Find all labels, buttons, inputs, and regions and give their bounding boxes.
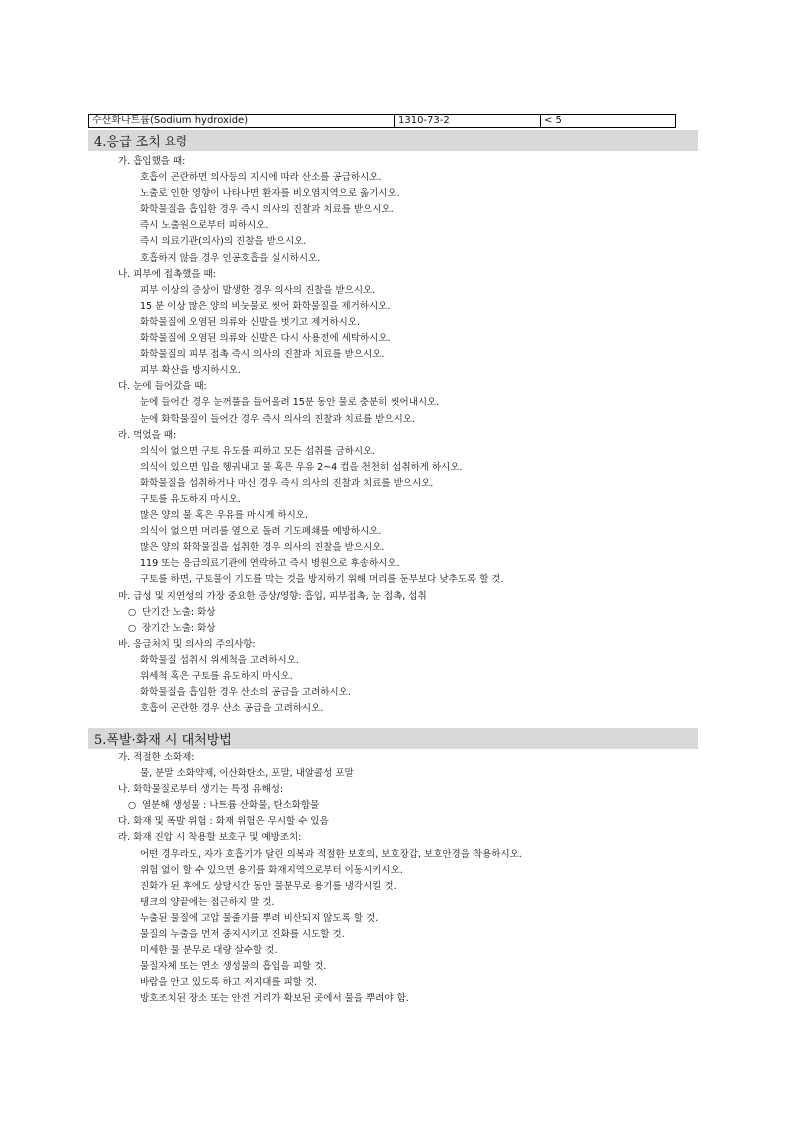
list-item: 화학물질 섭취시 위세척을 고려하시오. xyxy=(140,654,299,666)
list-item: 물, 분말 소화약제, 이산화탄소, 포말, 내알콜성 포말 xyxy=(140,768,354,780)
list-item: 바람을 안고 있도록 하고 저지대를 피할 것. xyxy=(140,977,318,989)
section-first-aid xyxy=(88,130,698,717)
list-item: 물질의 누출을 먼저 중지시키고 진화를 시도할 것. xyxy=(140,929,345,941)
list-item: 의식이 없으면 구토 유도를 피하고 모든 섭취를 금하시오. xyxy=(140,445,376,457)
cas-number-cell: 1310-73-2 xyxy=(395,115,541,127)
composition-table-row xyxy=(88,114,676,128)
list-item: 눈에 화학물질이 들어간 경우 즉시 의사의 진찰과 치료를 받으시오. xyxy=(140,413,415,425)
list-item: 화학물질을 섭취하거나 마신 경우 즉시 의사의 진찰과 치료를 받으시오. xyxy=(140,477,434,489)
subsection-label: 가. 적절한 소화제: xyxy=(118,752,195,763)
list-item: 호흡하지 않을 경우 인공호흡을 실시하시오. xyxy=(140,252,321,264)
subsection-label: 나. 피부에 접촉했을 때: xyxy=(118,268,216,280)
chemical-name-cell: 수산화나트륨(Sodium hydroxide) xyxy=(89,115,395,127)
subsection-label: 나. 화학물질로부터 생기는 특정 유해성: xyxy=(118,784,284,796)
subsection-label: 바. 응급처치 및 의사의 주의사항: xyxy=(118,638,256,650)
list-item: 피부 확산을 방지하시오. xyxy=(140,365,241,377)
list-item: 위험 없이 할 수 있으면 용기를 화재지역으로부터 이동시키시오. xyxy=(140,864,403,876)
list-item: 미세한 물 분무로 대량 살수할 것. xyxy=(140,945,278,957)
list-item: 화학물질에 오염된 의류와 신발은 다시 사용전에 세탁하시오. xyxy=(140,333,391,345)
list-item: 화학물질을 흡입한 경우 산소의 공급을 고려하시오. xyxy=(140,687,351,699)
list-item: 구토를 유도하지 마시오. xyxy=(140,493,241,505)
subsection-label: 가. 흡입했을 때: xyxy=(118,156,186,167)
list-item: 노출로 인한 영향이 나타나면 환자를 비오염지역으로 옮기시오. xyxy=(140,188,400,200)
bullet-item: ○ 열분해 생성물 : 나트륨 산화물, 탄소화합물 xyxy=(88,798,698,814)
list-item: 누출된 물질에 고압 물줄기를 뿌려 비산되지 않도록 할 것. xyxy=(140,912,379,924)
list-item: 화학물질에 오염된 의류와 신발을 벗기고 제거하시오. xyxy=(140,316,361,328)
section-fire-fighting-header xyxy=(88,728,698,749)
list-item: 화학물질을 흡입한 경우 즉시 의사의 진찰과 치료를 받으시오. xyxy=(140,204,394,216)
list-item: 호흡이 곤란한 경우 산소 공급을 고려하시오. xyxy=(140,703,324,715)
list-item: 호흡이 곤란하면 의사등의 지시에 따라 산소를 공급하시오. xyxy=(140,172,382,184)
subsection-label: 라. 먹었을 때: xyxy=(118,429,177,441)
bullet-item: ○ 장기간 노출: 화상 xyxy=(88,621,698,637)
list-item: 방호조치된 장소 또는 안전 거리가 확보된 곳에서 물을 뿌려야 함. xyxy=(140,993,409,1005)
section-first-aid-title-suffix: 요령 xyxy=(164,133,187,148)
circle-bullet-icon: ○ xyxy=(128,800,137,812)
list-item: 피부 이상의 증상이 발생한 경우 의사의 진찰을 받으시오. xyxy=(140,284,376,296)
subsection-label: 다. 화재 및 폭발 위험 : 화재 위험은 무시할 수 있음 xyxy=(118,816,329,828)
list-item: 의식이 있으면 입을 헹궈내고 물 혹은 우유 2~4 컵을 천천히 섭취하게 하시오. xyxy=(140,461,463,473)
list-item: 많은 양의 물 혹은 우유를 마시게 하시오. xyxy=(140,510,308,522)
list-item: 탱크의 양끝에는 접근하지 말 것. xyxy=(140,896,275,908)
list-item: 물질자체 또는 연소 생성물의 흡입을 피할 것. xyxy=(140,961,327,973)
list-item: 많은 양의 화학물질을 섭취한 경우 의사의 진찰을 받으시오. xyxy=(140,542,385,554)
section-first-aid-title: 4.응급 조치 xyxy=(94,135,161,150)
list-item: 의식이 없으면 머리를 옆으로 돌려 기도폐쇄를 예방하시오. xyxy=(140,526,382,538)
circle-bullet-icon: ○ xyxy=(128,606,137,618)
section-fire-fighting xyxy=(88,728,698,1008)
section-fire-fighting-title: 5.폭발·화재 시 대처방법 xyxy=(94,733,232,748)
bullet-item: ○ 단기간 노출: 화상 xyxy=(88,605,698,621)
list-item: 즉시 의료기관(의사)의 진찰을 받으시오. xyxy=(140,236,307,248)
content-cell: < 5 xyxy=(544,115,562,126)
list-item: 화학물질의 피부 접촉 즉시 의사의 진찰과 치료를 받으시오. xyxy=(140,349,385,361)
list-item: 눈에 들어간 경우 눈꺼풀을 들어올려 15분 동안 물로 충분히 씻어내시오. xyxy=(140,397,440,409)
list-item: 구토를 하면, 구토물이 기도를 막는 것을 방지하기 위해 머리를 둔부보다 낮추도록 할 것. xyxy=(140,574,504,586)
list-item: 진화가 된 후에도 상당시간 동안 물분무로 용기를 냉각시킬 것. xyxy=(140,880,397,892)
list-item: 즉시 노출원으로부터 피하시오. xyxy=(140,220,269,232)
circle-bullet-icon: ○ xyxy=(128,622,137,634)
section-first-aid-header xyxy=(88,130,698,151)
list-item: 어떤 경우라도, 자가 호흡기가 달린 의복과 적절한 보호의, 보호장갑, 보호안경을 착용하시오. xyxy=(140,848,522,860)
list-item: 위세척 혹은 구토를 유도하지 마시오. xyxy=(140,671,293,682)
list-item: 119 또는 응급의료기관에 연락하고 즉시 병원으로 후송하시오. xyxy=(140,558,400,570)
subsection-label: 라. 화재 진압 시 착용할 보호구 및 예방조치: xyxy=(118,832,302,844)
list-item: 15 분 이상 많은 양의 비눗물로 씻어 화학물질을 제거하시오. xyxy=(140,300,391,312)
subsection-label: 마. 급성 및 지연성의 가장 중요한 증상/영향: 흡입, 피부접촉, 눈 접촉, 섭취 xyxy=(118,590,427,602)
subsection-label: 다. 눈에 들어갔을 때: xyxy=(118,381,207,393)
